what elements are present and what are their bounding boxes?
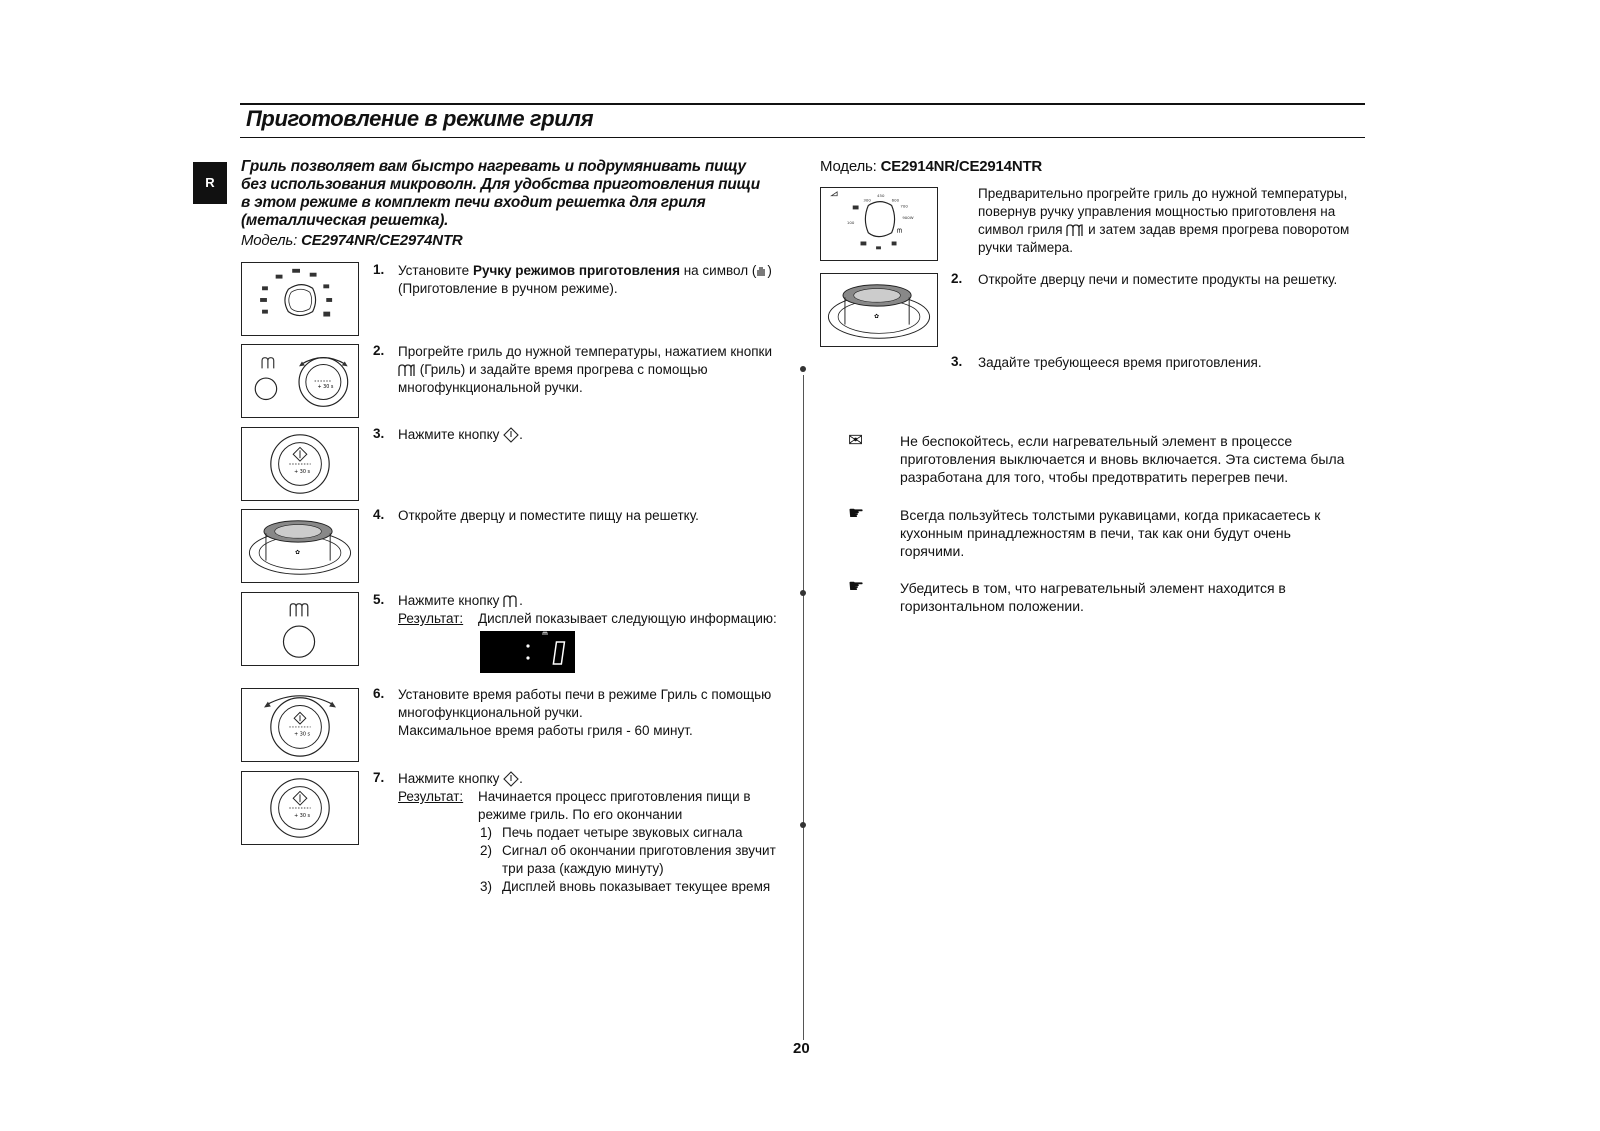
start-icon [503,771,519,787]
envelope-icon: ✉ [848,430,864,450]
note-3 [900,579,1370,615]
result-label: Результат: [398,611,464,626]
intro-text: Гриль позволяет вам быстро нагревать и подрумянивать пищу без использования микроволн. Для удобства приготовления пищи в этом режиме в комплект печи входит решетка для гриля (металлическая решетка). [241,158,760,229]
dial-label-100: 100 [846,220,855,225]
right-step-1-line-2: повернув ручку управления мощностью приготовленя на [978,204,1336,219]
intro-block [241,158,761,250]
figure-power-dial [820,187,938,261]
grill-icon [1066,224,1084,237]
step-2-line-2: (Гриль) и задайте время прогрева с помощью [398,361,798,379]
step-6-line-3: Максимальное время работы гриля - 60 минут. [398,723,693,738]
step-7-list [480,824,776,896]
right-step-3-number: 3. [951,354,963,369]
list-item: три раза (каждую минуту) [502,861,664,876]
right-step-1-line-1: Предварительно прогрейте гриль до нужной температуры, [978,186,1348,201]
language-badge: R [193,162,227,204]
list-item: 3) Дисплей вновь показывает текущее время [480,879,771,894]
step-7-result: Результат: Начинается процесс приготовления пищи в [398,789,751,804]
dial-label-450: 450 [877,192,885,198]
note-1-line-1: Не беспокойтесь, если нагревательный элемент в процессе [900,433,1293,449]
figure-mode-dial [241,262,359,336]
knob-plus30-label: + 30 s [294,731,311,738]
note-2-line-2: кухонным принадлежностям в печи, так как они будут очень [900,525,1291,541]
figure-grill-button [241,592,359,666]
step-7-line-1: Нажмите кнопку . [398,771,523,786]
step-3-text: Нажмите кнопку . [398,427,523,442]
dial-label-900w: 900W [902,215,914,221]
grill-icon [398,364,416,377]
dial-label-700: 700 [900,203,908,209]
figure-start-knob-2 [241,771,359,845]
grill-icon [503,595,519,608]
svg-text:✿: ✿ [295,549,301,556]
note-3-line-1: Убедитесь в том, что нагревательный элемент находится в [900,580,1286,596]
step-1-text [398,262,798,298]
dial-label-600: 600 [891,197,900,203]
step-4-text: Откройте дверцу и поместите пищу на решетку. [398,508,699,523]
step-7-text [398,770,808,824]
step-5-text [398,592,808,628]
note-2 [900,506,1370,560]
step-2-line-3: многофункциональной ручки. [398,380,583,395]
start-icon [503,427,519,443]
right-step-1-line-4: ручки таймера. [978,240,1073,255]
step-6-line-2: многофункциональной ручки. [398,705,583,720]
right-step-2-number: 2. [951,271,963,286]
result-label: Результат: [398,789,464,804]
step-1-line-1: Установите Ручку режимов приготовления на символ ( ) [398,263,772,278]
step-5-number: 5. [373,592,385,607]
step-2-text [398,343,798,397]
figure-grill-button-knob [241,344,359,418]
knob-plus30-label: + 30 s [294,812,311,819]
svg-text:✿: ✿ [874,313,880,320]
note-1-line-3: разработана для того, чтобы предотвратить перегрев печи. [900,469,1289,485]
right-step-3-text: Задайте требующееся время приготовления. [978,355,1262,370]
figure-rack-turntable-right [820,273,938,347]
step-6-line-1: Установите время работы печи в режиме Гриль с помощью [398,687,772,702]
right-step-1-text [978,185,1368,257]
figure-rack-turntable [241,509,359,583]
left-model-line [241,232,761,250]
note-1-line-2: приготовления выключается и вновь включается. Эта система была [900,451,1345,467]
header-top-rule [240,103,1365,105]
page-title: Приготовление в режиме гриля [246,106,594,131]
step-4-number: 4. [373,507,385,522]
note-1 [900,432,1370,486]
header-bottom-rule [240,137,1365,138]
model-prefix: Модель: [820,158,881,175]
page-number: 20 [793,1040,810,1057]
note-2-line-3: горячими. [900,543,965,559]
right-model-line [820,158,1042,175]
step-7-result-line-2: режиме гриль. По его окончании [478,807,683,822]
step-2-number: 2. [373,343,385,358]
step-1-number: 1. [373,262,385,277]
hand-icon [756,265,767,277]
oven-display [480,631,575,673]
list-item: 1) Печь подает четыре звуковых сигнала [480,825,743,840]
step-3-number: 3. [373,426,385,441]
step-7-number: 7. [373,770,385,785]
knob-plus30-label: + 30 s [317,383,334,390]
divider-dot [800,366,806,372]
pointing-hand-icon: ☛ [848,503,865,523]
step-2-line-1: Прогрейте гриль до нужной температуры, нажатием кнопки [398,344,773,359]
knob-plus30-label: + 30 s [294,468,311,475]
column-divider [803,375,804,1040]
step-5-line-1: Нажмите кнопку . [398,593,523,608]
divider-dot [800,590,806,596]
model-prefix: Модель: [241,232,302,249]
step-5-result: Результат: Дисплей показывает следующую информацию: [398,611,777,626]
step-6-number: 6. [373,686,385,701]
note-3-line-2: горизонтальном положении. [900,598,1084,614]
pointing-hand-icon: ☛ [848,576,865,596]
step-6-text [398,686,798,740]
model-number: CE2974NR/CE2974NTR [301,232,463,249]
figure-timer-knob-arrows [241,688,359,762]
right-step-1-line-3: символ гриля и затем задав время прогрева поворотом [978,222,1350,237]
right-step-2-text: Откройте дверцу печи и поместите продукты на решетку. [978,272,1338,287]
list-item: 2) Сигнал об окончании приготовления звучит [480,843,776,858]
figure-start-knob [241,427,359,501]
model-number: CE2914NR/CE2914NTR [880,158,1043,175]
dial-label-300: 300 [863,197,871,203]
step-1-line-2: (Приготовление в ручном режиме). [398,281,618,296]
divider-dot [800,822,806,828]
note-2-line-1: Всегда пользуйтесь толстыми рукавицами, когда прикасаетесь к [900,507,1321,523]
